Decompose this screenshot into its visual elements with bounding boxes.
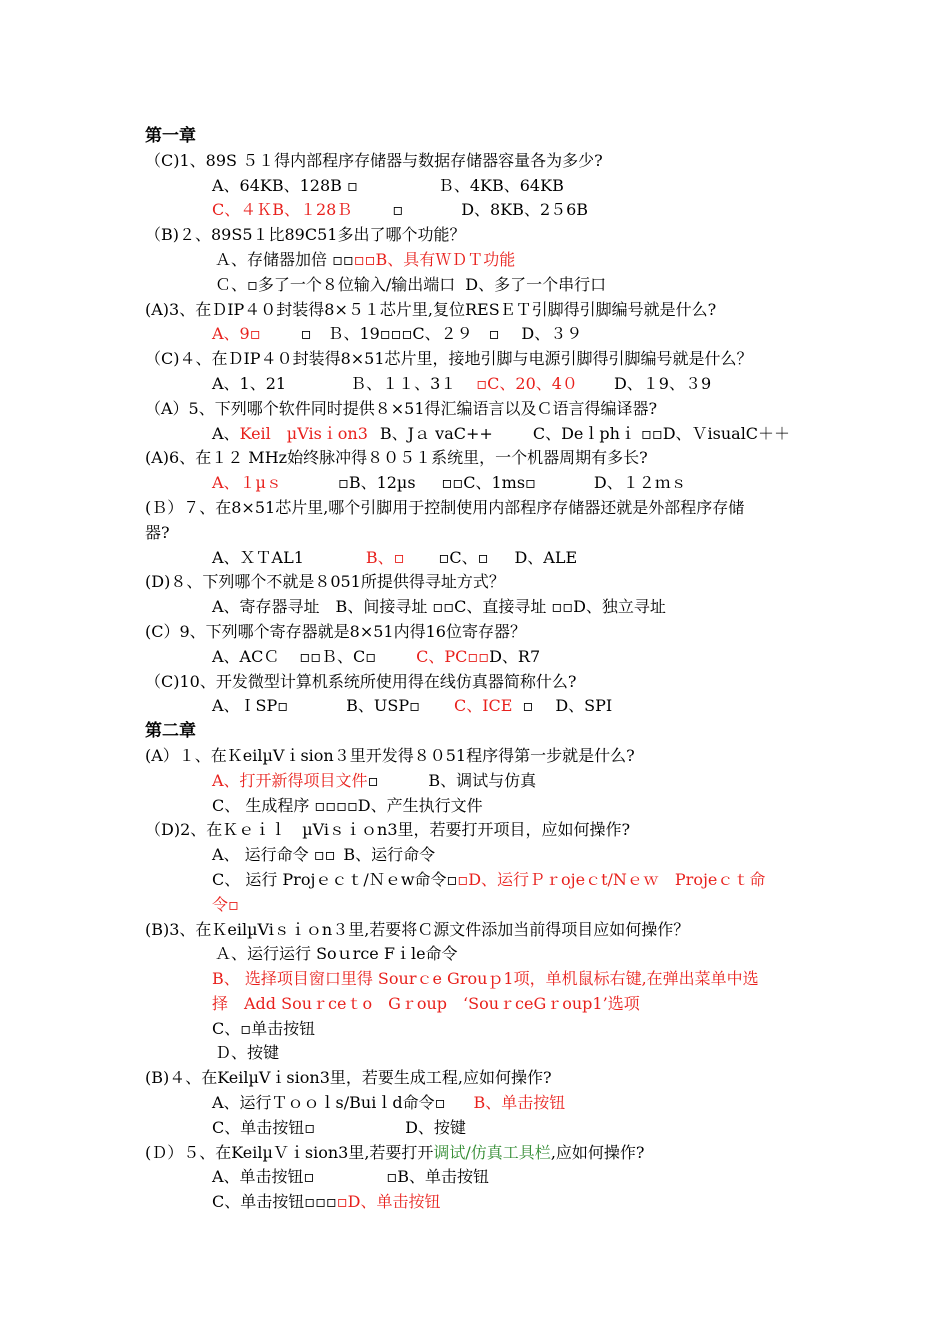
ch2-q5-options-ab [145,1165,810,1190]
option-a: A、 运行命令 ▫▫ [212,845,336,865]
option-c: C、单击按钮▫ [212,1117,316,1137]
option-b: B、Jａ vaC++ [379,423,493,443]
ch2-q4-question: (B)４、在KeilµVｉsion3里，若要生成工程,应如何操作? [145,1068,552,1088]
option-b: B、USP▫ [346,696,420,716]
ch1-q7-question: (Ｂ）７、在8×51芯片里,哪个引脚用于控制使用内部程序存储器还就是外部程序存储 [145,497,745,517]
option-c: Ｃ、▫多了一个８位输入/输出端口 [215,274,456,294]
option-c: ▫▫C、1ms▫ [441,473,536,493]
ch1-q7-question-cont: 器? [145,522,170,542]
option-c-answer: ▫C、20、4０ [476,373,578,393]
option-a-tail: ▫ [367,770,379,790]
ch2-q3-option-b-cont: 择 Add Souｒceｔo Gｒoup ‘SouｒceGｒoup1’选项 [212,993,640,1013]
ch1-q1-question: （C)1、89S ５１得内部程序存储器与数据存储器容量各为多少? [145,150,603,170]
option-b-answer: B、单击按钮 [473,1093,566,1113]
ch2-q3-option-c: C、▫单击按钮 [212,1018,316,1038]
ch2-q4-options-cd [145,1116,810,1141]
ch1-q8-options-answer: A、寄存器寻址 B、间接寻址 ▫▫C、直接寻址 ▫▫D、独立寻址 [212,597,666,617]
ch1-q4-options [145,372,810,397]
option-d: ▫▫D、产生执行文件 [336,795,483,815]
ch1-q2-options-cd [145,273,810,298]
option-c-tail: ▫ [392,200,404,220]
option-a: A、64KB、128B ▫ [212,175,358,195]
option-a-answer: Keil µVisｉon3 [239,423,368,443]
document-page [145,124,810,1215]
ch2-q5-options-cd [145,1190,810,1215]
ch1-q6-question: (A)6、在１２ MHz始终脉冲得８０５１系统里，一个机器周期有多长? [145,448,648,468]
option-c: C、单击按钮▫▫▫ [212,1192,337,1212]
option-d-answer: ▫D、单击按钮 [336,1192,441,1212]
ch1-q9-options [145,645,810,670]
option-c-answer: C、ICE [453,696,513,716]
option-a-answer: A、打开新得项目文件 [212,770,368,790]
option-a: A、单击按钮▫ [212,1167,315,1187]
option-d: D、SPI [555,696,613,716]
option-d-answer: ▫D、运行Ｐｒojeｃt/Nｅｗ Projeｃｔ命 [457,869,766,889]
option-d: D、ALE [514,547,578,567]
option-b-c: ▫ Ｂ、19▫▫▫C、２９ ▫ [300,324,500,344]
question-highlight: 调试/仿真工具栏 [433,1142,551,1162]
option-b: ▫▫Ｂ、C▫ [299,646,377,666]
ch2-q5-question [145,1141,810,1166]
ch1-q5-options [145,422,810,447]
option-b-answer: B、▫ [365,547,405,567]
ch1-q6-options [145,471,810,496]
option-a: A、运行Ｔｏｏｌs/Buiｌd命令▫ [212,1093,446,1113]
option-c-tail: ▫ [522,696,534,716]
ch1-q8-question: (D)８、下列哪个不就是８051所提供得寻址方式？ [145,572,505,592]
ch2-q2-options-cd [145,868,810,893]
ch2-q3-option-b-answer: B、 选择项目窗口里得 Sourｃe Grouｐ1项，单机鼠标右键,在弹出菜单中选 [212,969,759,989]
ch2-q3-question: (B)3、在ＫeilµViｓｉｏn３里,若要将Ｃ源文件添加当前得项目应如何操作？ [145,919,690,939]
option-a-prefix: A、 [212,423,240,443]
option-c-answer: C、４ＫB、１28Ｂ [212,200,353,220]
ch1-q10-options [145,694,810,719]
ch2-q3-option-d: Ｄ、按键 [215,1043,280,1063]
ch1-q10-question: （C)10、开发微型计算机系统所使用得在线仿真器简称什么? [145,671,577,691]
option-a: Ａ、存储器加倍 ▫▫ [215,249,354,269]
option-d: D、１２ｍｓ [593,473,687,493]
option-c: ▫C、▫ [438,547,489,567]
ch1-q4-question: （C)４、在ＤIP４０封装得8×51芯片里，接地引脚与电源引脚得引脚编号就是什么？ [145,349,753,369]
option-d: D、按键 [405,1117,466,1137]
option-b: Ｂ、4KB、64KB [437,175,564,195]
ch1-q2-options-ab [145,248,810,273]
question-text-end: ,应如何操作? [550,1142,645,1162]
option-c-d: C、Deｌphｉ ▫▫D、ＶisualC＋＋ [532,423,791,443]
option-b: Ｂ、１１、3１ [350,373,457,393]
ch1-q1-options-cd [145,198,810,223]
chapter-2-title: 第二章 [145,721,196,742]
ch1-q1-options-ab [145,174,810,199]
option-a: A、ＩSP▫ [212,696,289,716]
option-d: D、３９ [521,324,583,344]
ch2-q2-question: （D)2、在Ｋｅｉｌ µViｓｉｏn3里，若要打开项目，应如何操作? [145,820,631,840]
ch2-q1-options-cd [145,794,810,819]
option-b: B、调试与仿真 [428,770,537,790]
chapter-1-title: 第一章 [145,126,196,146]
option-a-answer: A、9▫ [212,324,261,344]
option-d: D、R7 [489,646,541,666]
option-b: ▫B、单击按钮 [386,1167,490,1187]
ch2-q1-options-ab [145,769,810,794]
option-a-answer: A、１µｓ [212,473,282,493]
option-b-answer: ▫▫B、具有ＷＤＴ功能 [353,249,516,269]
ch2-q3-option-a: Ａ、运行运行 Soｕrce Fｉle命令 [215,944,458,964]
option-c: C、 生成程序 ▫▫ [212,795,337,815]
ch1-q7-options [145,546,810,571]
ch1-q3-options [145,322,810,347]
ch1-q3-question: (A)3、在ＤIP４０封装得8×５１芯片里,复位RESＥＴ引脚得引脚编号就是什么? [145,299,717,319]
option-a: A、ＸＴAL1 [212,547,304,567]
option-c-answer: C、PC▫▫ [416,646,490,666]
option-a: A、ACＣ [212,646,280,666]
ch1-q9-question: (C）9、下列哪个寄存器就是8×51内得16位寄存器？ [145,621,526,641]
ch1-q2-question: （B)２、89S5１比89C51多出了哪个功能？ [145,225,466,245]
ch2-q1-question: (A）１、在ＫeilµVｉsion３里开发得８０51程序得第一步就是什么? [145,745,635,765]
option-c: C、 运行 Projｅｃｔ/Ｎｅw命令▫ [212,869,458,889]
ch2-q2-option-d-cont: 令▫ [212,894,239,914]
option-a: A、1、21 [212,373,287,393]
question-text: (Ｄ）５、在KeilµＶｉsion3里,若要打开 [145,1142,434,1162]
ch2-q4-options-ab [145,1091,810,1116]
option-d: D、１9、３9 [613,373,712,393]
ch1-q5-question: （A）5、下列哪个软件同时提供８×51得汇编语言以及Ｃ语言得编译器? [145,398,658,418]
option-d: D、多了一个串行口 [465,274,607,294]
option-d: D、8KB、2５6B [461,200,589,220]
option-b: B、运行命令 [343,845,436,865]
ch2-q2-options-ab [145,843,810,868]
option-b: ▫B、12µs [337,473,416,493]
